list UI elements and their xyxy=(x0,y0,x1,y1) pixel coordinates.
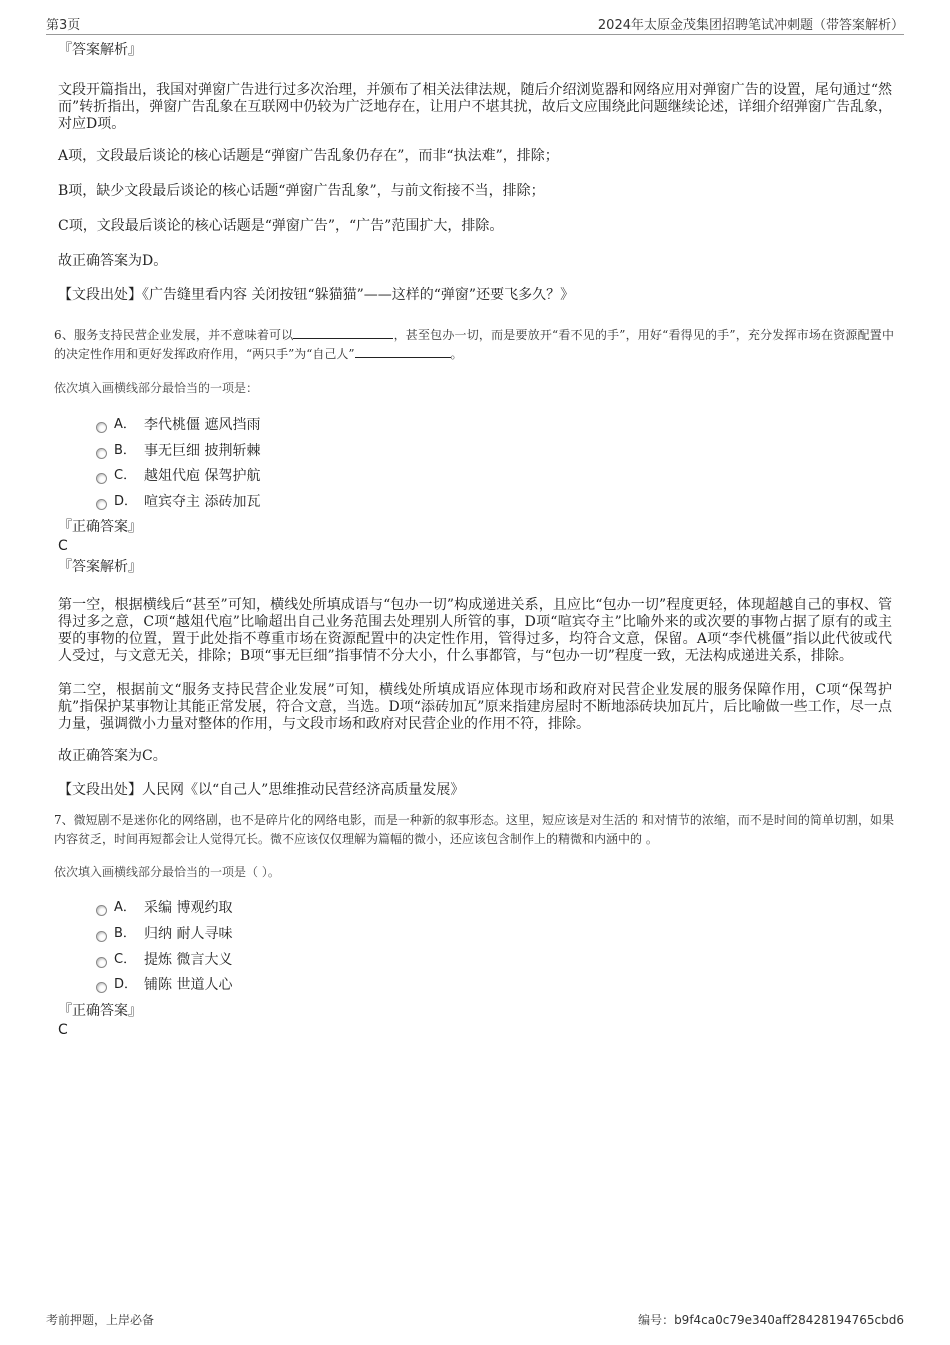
page-number: 第3页 xyxy=(46,18,81,33)
q7-prompt: 依次填入画横线部分最恰当的一项是（ ）。 xyxy=(54,865,280,880)
q6-text-part1: 6、服务支持民营企业发展，并不意味着可以 xyxy=(54,328,294,342)
document-title: 2024年太原金茂集团招聘笔试冲刺题（带答案解析） xyxy=(597,18,904,33)
q7-option-b[interactable]: B． 归纳 耐人寻味 xyxy=(96,922,894,948)
footer-slogan: 考前押题，上岸必备 xyxy=(46,1313,155,1327)
page-header xyxy=(46,12,904,35)
q6-blank-2 xyxy=(355,345,451,358)
q6-source: 【文段出处】人民网《以“自己人”思维推动民营经济高质量发展》 xyxy=(58,782,465,799)
q6-analysis-first-blank: 第一空，根据横线后“甚至”可知，横线处所填成语与“包办一切”构成递进关系，且应比“包办一切”程度更轻，体现超越自己的事权、管得过多之意，C项“越俎代庖”比喻超出自己业务范围去处理别人所管的事，D项“喧宾夺主”比喻外来的或次要的事物占据了原有的或主要的事物的位置，置于此处指不尊重市场在资源配置中的决定性作用，管得过多，均符合文意，保留。A项“李代桃僵”指以此代彼或代人受过，与文意无关，排除；B项“事无巨细”指事情不分大小，什么事都管，与“包办一切”程度一致，无法构成递进关系，排除。 xyxy=(58,597,892,665)
q5-analysis-option-b: B项，缺少文段最后谈论的核心话题“弹窗广告乱象”，与前文衔接不当，排除； xyxy=(58,183,545,199)
q5-analysis-paragraph: 文段开篇指出，我国对弹窗广告进行过多次治理，并颁布了相关法律法规，随后介绍浏览器和网络应用对弹窗广告的设置，尾句通过“然而”转折指出，弹窗广告乱象在互联网中仍较为广泛地存在，让用户不堪其扰，故后文应围绕此问题继续论述，详细介绍弹窗广告乱象，对应D项。 xyxy=(58,82,892,132)
radio-button-icon[interactable] xyxy=(96,905,107,916)
page-footer xyxy=(46,1311,904,1333)
q6-options xyxy=(96,413,894,515)
q6-answer-label: 『正确答案』 xyxy=(58,519,142,536)
q6-blank-1 xyxy=(293,326,393,339)
q5-conclusion: 故正确答案为D。 xyxy=(58,253,168,269)
q6-option-c[interactable]: C． 越俎代庖 保驾护航 xyxy=(96,464,894,490)
q6-option-d[interactable]: D． 喧宾夺主 添砖加瓦 xyxy=(96,490,894,516)
q6-conclusion: 故正确答案为C。 xyxy=(58,748,167,765)
q7-option-d[interactable]: D． 铺陈 世道人心 xyxy=(96,973,894,999)
radio-button-icon[interactable] xyxy=(96,931,107,942)
document-body xyxy=(56,40,894,1039)
q6-question-text xyxy=(54,326,894,364)
radio-button-icon[interactable] xyxy=(96,982,107,993)
radio-button-icon[interactable] xyxy=(96,473,107,484)
q6-option-a[interactable]: A． 李代桃僵 遮风挡雨 xyxy=(96,413,894,439)
radio-button-icon[interactable] xyxy=(96,422,107,433)
q7-question-text: 7、微短剧不是迷你化的网络剧，也不是碎片化的网络电影，而是一种新的叙事形态。这里，短应该是对生活的 和对情节的浓缩，而不是时间的简单切割，如果内容贫乏，时间再短都会让人觉得冗长。微不应该仅仅理解为篇幅的微小，还应该包含制作上的精微和内涵中的 。 xyxy=(54,813,894,847)
q7-answer-label: 『正确答案』 xyxy=(58,1002,142,1019)
q6-option-b[interactable]: B． 事无巨细 披荆斩棘 xyxy=(96,439,894,465)
q5-analysis-label: 『答案解析』 xyxy=(58,42,142,58)
q6-text-part2: ，甚至包办一切，而是要放开“看不见的手”，用好“看得见的手”，充分发挥市场在资源配置中的决定性作用和更好发挥政府作用，“两只手”为“自己人” xyxy=(54,328,894,361)
q6-analysis-label: 『答案解析』 xyxy=(58,559,142,576)
radio-button-icon[interactable] xyxy=(96,499,107,510)
q7-options xyxy=(96,896,894,998)
q7-answer: C xyxy=(58,1021,68,1038)
q6-analysis-second-blank: 第二空，根据前文“服务支持民营企业发展”可知，横线处所填成语应体现市场和政府对民营企业发展的服务保障作用，C项“保驾护航”指保护某事物让其能正常发展，符合文意，当选。D项“添砖加瓦”原来指建房屋时不断地添砖块加瓦片，后比喻做一些工作，尽一点力量，强调微小力量对整体的作用，与文段市场和政府对民营企业的作用不符，排除。 xyxy=(58,682,892,733)
q5-analysis-option-a: A项，文段最后谈论的核心话题是“弹窗广告乱象仍存在”，而非“执法难”，排除； xyxy=(58,148,559,164)
document-code: 编号：b9f4ca0c79e340aff28428194765cbd6 xyxy=(638,1313,904,1327)
q7-option-c[interactable]: C． 提炼 微言大义 xyxy=(96,948,894,974)
q5-source: 【文段出处】《广告缝里看内容 关闭按钮“躲猫猫”——这样的“弹窗”还要飞多久？》 xyxy=(58,287,575,303)
q5-analysis-option-c: C项，文段最后谈论的核心话题是“弹窗广告”，“广告”范围扩大，排除。 xyxy=(58,218,504,234)
q7-option-a[interactable]: A． 采编 博观约取 xyxy=(96,896,894,922)
q6-text-part3: 。 xyxy=(450,347,463,361)
radio-button-icon[interactable] xyxy=(96,448,107,459)
radio-button-icon[interactable] xyxy=(96,957,107,968)
q6-answer: C xyxy=(58,538,68,555)
q6-prompt: 依次填入画横线部分最恰当的一项是： xyxy=(54,381,259,395)
